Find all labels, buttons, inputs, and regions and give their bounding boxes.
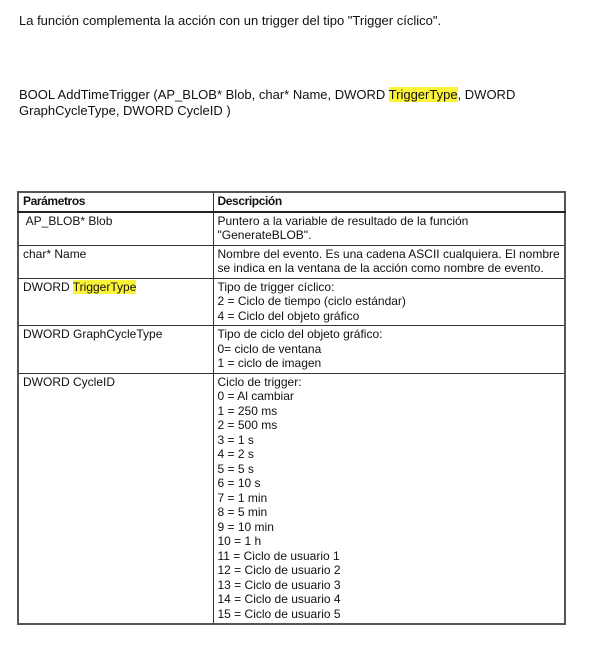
param-cell — [18, 212, 213, 246]
description-cell — [213, 278, 565, 326]
description-line: 9 = 10 min — [217, 519, 274, 534]
param-name-highlight: TriggerType — [72, 279, 137, 294]
description-cell — [213, 373, 565, 624]
param-name: DWORD CycleID — [23, 374, 115, 389]
description-line: Puntero a la variable de resultado de la función "GenerateBLOB". — [217, 213, 469, 242]
description-line: 12 = Ciclo de usuario 2 — [217, 563, 341, 577]
parameters-table — [17, 191, 566, 625]
description-line: 6 = 10 s — [217, 476, 261, 490]
description-line: 8 = 5 min — [217, 505, 268, 519]
param-name: DWORD — [23, 279, 73, 294]
signature-part-2: , DWORD GraphCycleType, DWORD CycleID ) — [19, 87, 516, 118]
description-line: 14 = Ciclo de usuario 4 — [217, 592, 341, 606]
description-line: 3 = 1 s — [217, 432, 254, 447]
table-row — [18, 245, 565, 278]
table-row — [18, 373, 565, 624]
param-cell — [18, 245, 213, 278]
description-line: 2 = 500 ms — [217, 418, 278, 432]
param-name: char* Name — [23, 246, 87, 261]
param-name: DWORD GraphCycleType — [23, 327, 163, 341]
description-line: 13 = Ciclo de usuario 3 — [217, 577, 341, 592]
description-line: 0 = Al cambiar — [217, 389, 294, 403]
table-row — [18, 278, 565, 326]
description-line: 1 = 250 ms — [217, 403, 278, 418]
param-cell — [18, 373, 213, 624]
param-name: AP_BLOB* Blob — [23, 213, 113, 228]
description-line: Nombre del evento. Es una cadena ASCII cualquiera. El nombre se indica en la ventana de la acción como nombre de evento. — [217, 246, 560, 275]
description-line: Tipo de trigger cíclico: — [217, 279, 335, 294]
description-line: Tipo de ciclo del objeto gráfico: — [217, 327, 383, 341]
description-line: 2 = Ciclo de tiempo (ciclo estándar) — [217, 294, 406, 308]
description-cell — [213, 212, 565, 246]
description-line: 1 = ciclo de imagen — [217, 356, 322, 370]
description-line: 7 = 1 min — [217, 490, 268, 505]
param-cell — [18, 278, 213, 326]
header-parameters: Parámetros — [18, 192, 213, 212]
table-header-row — [18, 192, 565, 212]
function-signature — [19, 87, 559, 119]
description-line: 5 = 5 s — [217, 461, 254, 476]
intro-text: La función complementa la acción con un trigger del tipo "Trigger cíclico". — [19, 13, 442, 28]
description-line: 11 = Ciclo de usuario 1 — [217, 548, 340, 563]
header-description: Descripción — [213, 192, 565, 212]
signature-highlight: TriggerType — [388, 87, 458, 102]
description-cell — [213, 245, 565, 278]
description-line: 4 = Ciclo del objeto gráfico — [217, 308, 360, 323]
param-cell — [18, 326, 213, 374]
description-line: 0= ciclo de ventana — [217, 341, 322, 356]
table-row — [18, 212, 565, 246]
description-cell — [213, 326, 565, 374]
description-line: 10 = 1 h — [217, 534, 262, 548]
signature-part-1: BOOL AddTimeTrigger (AP_BLOB* Blob, char* Name, DWORD — [19, 87, 389, 102]
table-row — [18, 326, 565, 374]
description-line: 4 = 2 s — [217, 447, 254, 461]
description-line: 15 = Ciclo de usuario 5 — [217, 606, 341, 621]
description-line: Ciclo de trigger: — [217, 374, 302, 389]
